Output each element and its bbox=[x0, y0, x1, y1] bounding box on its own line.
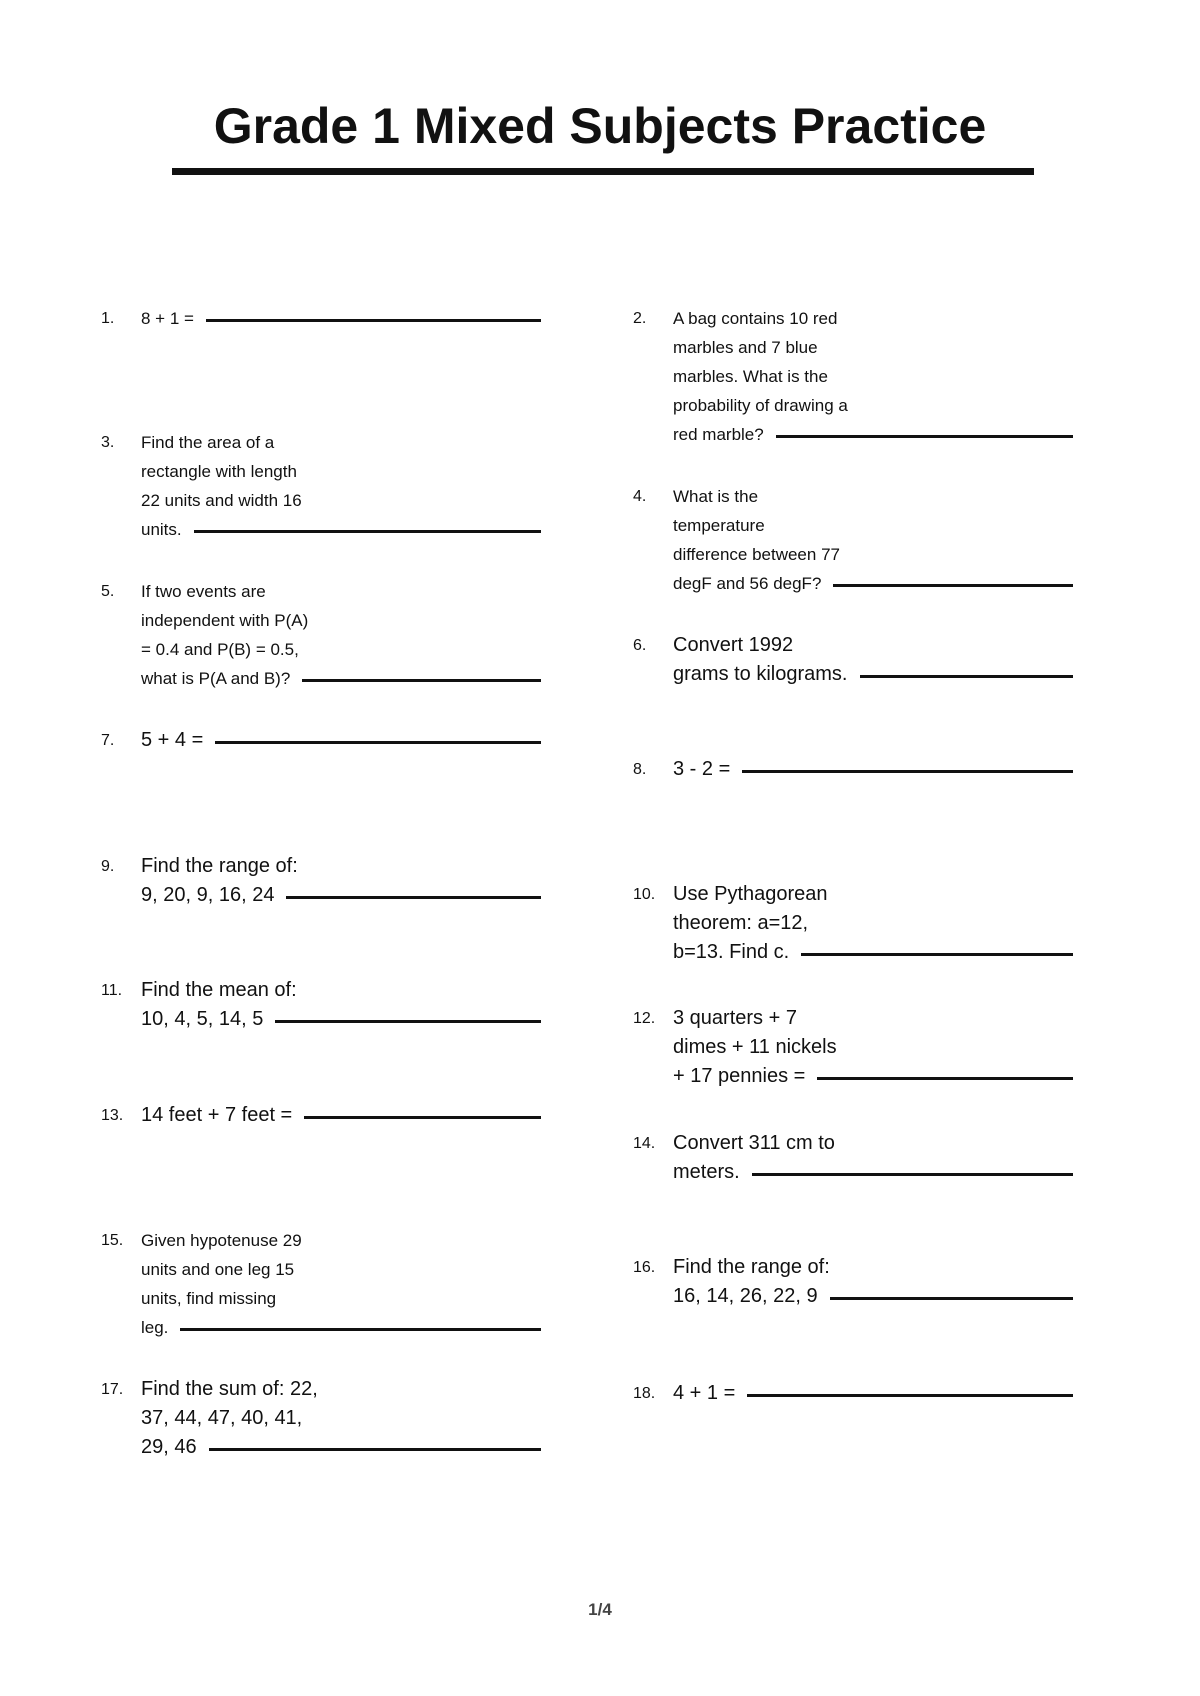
question-line: Find the range of: bbox=[673, 1256, 830, 1278]
question-line: theorem: a=12, bbox=[673, 912, 809, 934]
question-number: 9. bbox=[101, 858, 115, 875]
question-line: Use Pythagorean bbox=[673, 883, 828, 905]
question-text bbox=[673, 755, 1073, 784]
question-number: 7. bbox=[101, 732, 115, 749]
question-text bbox=[673, 1379, 1073, 1408]
answer-blank[interactable] bbox=[194, 529, 541, 533]
question-text bbox=[141, 976, 541, 1034]
question-text bbox=[673, 304, 1073, 449]
question-text bbox=[141, 304, 541, 333]
answer-blank[interactable] bbox=[830, 1296, 1073, 1300]
question-number: 12. bbox=[633, 1010, 656, 1027]
answer-blank[interactable] bbox=[180, 1327, 541, 1331]
question-number: 15. bbox=[101, 1232, 124, 1249]
answer-blank[interactable] bbox=[215, 740, 541, 744]
question-line: Find the mean of: bbox=[141, 979, 297, 1001]
question-line: A bag contains 10 red bbox=[673, 309, 838, 328]
question-number: 6. bbox=[633, 637, 647, 654]
question-text bbox=[141, 1226, 541, 1342]
answer-blank[interactable] bbox=[752, 1172, 1073, 1176]
answer-blank[interactable] bbox=[817, 1076, 1073, 1080]
answer-blank[interactable] bbox=[302, 678, 541, 682]
question-number: 16. bbox=[633, 1259, 656, 1276]
question-line: b=13. Find c. bbox=[673, 941, 790, 963]
question-line: Convert 311 cm to bbox=[673, 1132, 835, 1154]
question-number: 4. bbox=[633, 488, 647, 505]
question-line: 29, 46 bbox=[141, 1436, 197, 1458]
question-line: dimes + 11 nickels bbox=[673, 1036, 837, 1058]
answer-blank[interactable] bbox=[304, 1115, 541, 1119]
question-line: What is the bbox=[673, 487, 759, 506]
question-text bbox=[141, 852, 541, 910]
question-line: degF and 56 degF? bbox=[673, 574, 822, 593]
question-line: difference between 77 bbox=[673, 545, 840, 564]
question-line: leg. bbox=[141, 1318, 169, 1337]
question-text bbox=[141, 577, 541, 693]
question-line: units, find missing bbox=[141, 1289, 277, 1308]
question-line: 3 - 2 = bbox=[673, 758, 731, 780]
question-line: probability of drawing a bbox=[673, 396, 848, 415]
answer-blank[interactable] bbox=[747, 1393, 1073, 1397]
question-number: 10. bbox=[633, 886, 656, 903]
question-line: 10, 4, 5, 14, 5 bbox=[141, 1008, 264, 1030]
question-line: Find the sum of: 22, bbox=[141, 1378, 318, 1400]
answer-blank[interactable] bbox=[776, 434, 1073, 438]
question-line: temperature bbox=[673, 516, 765, 535]
question-text bbox=[673, 1253, 1073, 1311]
question-line: units and one leg 15 bbox=[141, 1260, 295, 1279]
question-line: 8 + 1 = bbox=[141, 309, 194, 328]
question-line: red marble? bbox=[673, 425, 764, 444]
question-line: rectangle with length bbox=[141, 462, 297, 481]
question-text bbox=[673, 1004, 1073, 1091]
question-text bbox=[673, 482, 1073, 598]
question-line: Find the area of a bbox=[141, 433, 275, 452]
question-line: Convert 1992 bbox=[673, 634, 794, 656]
question-line: = 0.4 and P(B) = 0.5, bbox=[141, 640, 299, 659]
question-text bbox=[141, 1101, 541, 1130]
answer-blank[interactable] bbox=[206, 318, 541, 322]
question-number: 5. bbox=[101, 583, 115, 600]
question-line: what is P(A and B)? bbox=[141, 669, 291, 688]
question-number: 8. bbox=[633, 761, 647, 778]
question-text bbox=[673, 1129, 1073, 1187]
question-line: units. bbox=[141, 520, 182, 539]
question-line: 22 units and width 16 bbox=[141, 491, 302, 510]
question-line: 5 + 4 = bbox=[141, 729, 204, 751]
question-text bbox=[673, 880, 1073, 967]
question-line: + 17 pennies = bbox=[673, 1065, 806, 1087]
answer-blank[interactable] bbox=[209, 1447, 541, 1451]
answer-blank[interactable] bbox=[801, 952, 1073, 956]
page-number: 1/4 bbox=[588, 1600, 612, 1619]
question-line: 14 feet + 7 feet = bbox=[141, 1104, 293, 1126]
answer-blank[interactable] bbox=[275, 1019, 541, 1023]
question-line: If two events are bbox=[141, 582, 266, 601]
question-number: 18. bbox=[633, 1385, 656, 1402]
question-line: Find the range of: bbox=[141, 855, 298, 877]
question-number: 11. bbox=[101, 982, 123, 999]
question-line: marbles and 7 blue bbox=[673, 338, 818, 357]
question-number: 2. bbox=[633, 310, 647, 327]
question-line: 16, 14, 26, 22, 9 bbox=[673, 1285, 818, 1307]
question-line: 3 quarters + 7 bbox=[673, 1007, 797, 1029]
answer-blank[interactable] bbox=[833, 583, 1073, 587]
question-number: 1. bbox=[101, 310, 115, 327]
question-number: 13. bbox=[101, 1107, 124, 1124]
answer-blank[interactable] bbox=[742, 769, 1073, 773]
answer-blank[interactable] bbox=[860, 674, 1074, 678]
question-line: 9, 20, 9, 16, 24 bbox=[141, 884, 275, 906]
question-number: 14. bbox=[633, 1135, 656, 1152]
question-line: independent with P(A) bbox=[141, 611, 309, 630]
question-text bbox=[141, 428, 541, 544]
question-number: 3. bbox=[101, 434, 115, 451]
question-line: Given hypotenuse 29 bbox=[141, 1231, 302, 1250]
question-line: 37, 44, 47, 40, 41, bbox=[141, 1407, 303, 1429]
question-text bbox=[141, 726, 541, 755]
title-divider bbox=[172, 168, 1034, 175]
question-text bbox=[141, 1375, 541, 1462]
question-line: grams to kilograms. bbox=[673, 663, 848, 685]
question-line: meters. bbox=[673, 1161, 740, 1183]
question-line: 4 + 1 = bbox=[673, 1382, 736, 1404]
question-number: 17. bbox=[101, 1381, 124, 1398]
page-title: Grade 1 Mixed Subjects Practice bbox=[213, 98, 987, 154]
answer-blank[interactable] bbox=[286, 895, 541, 899]
question-line: marbles. What is the bbox=[673, 367, 828, 386]
question-text bbox=[673, 631, 1073, 689]
